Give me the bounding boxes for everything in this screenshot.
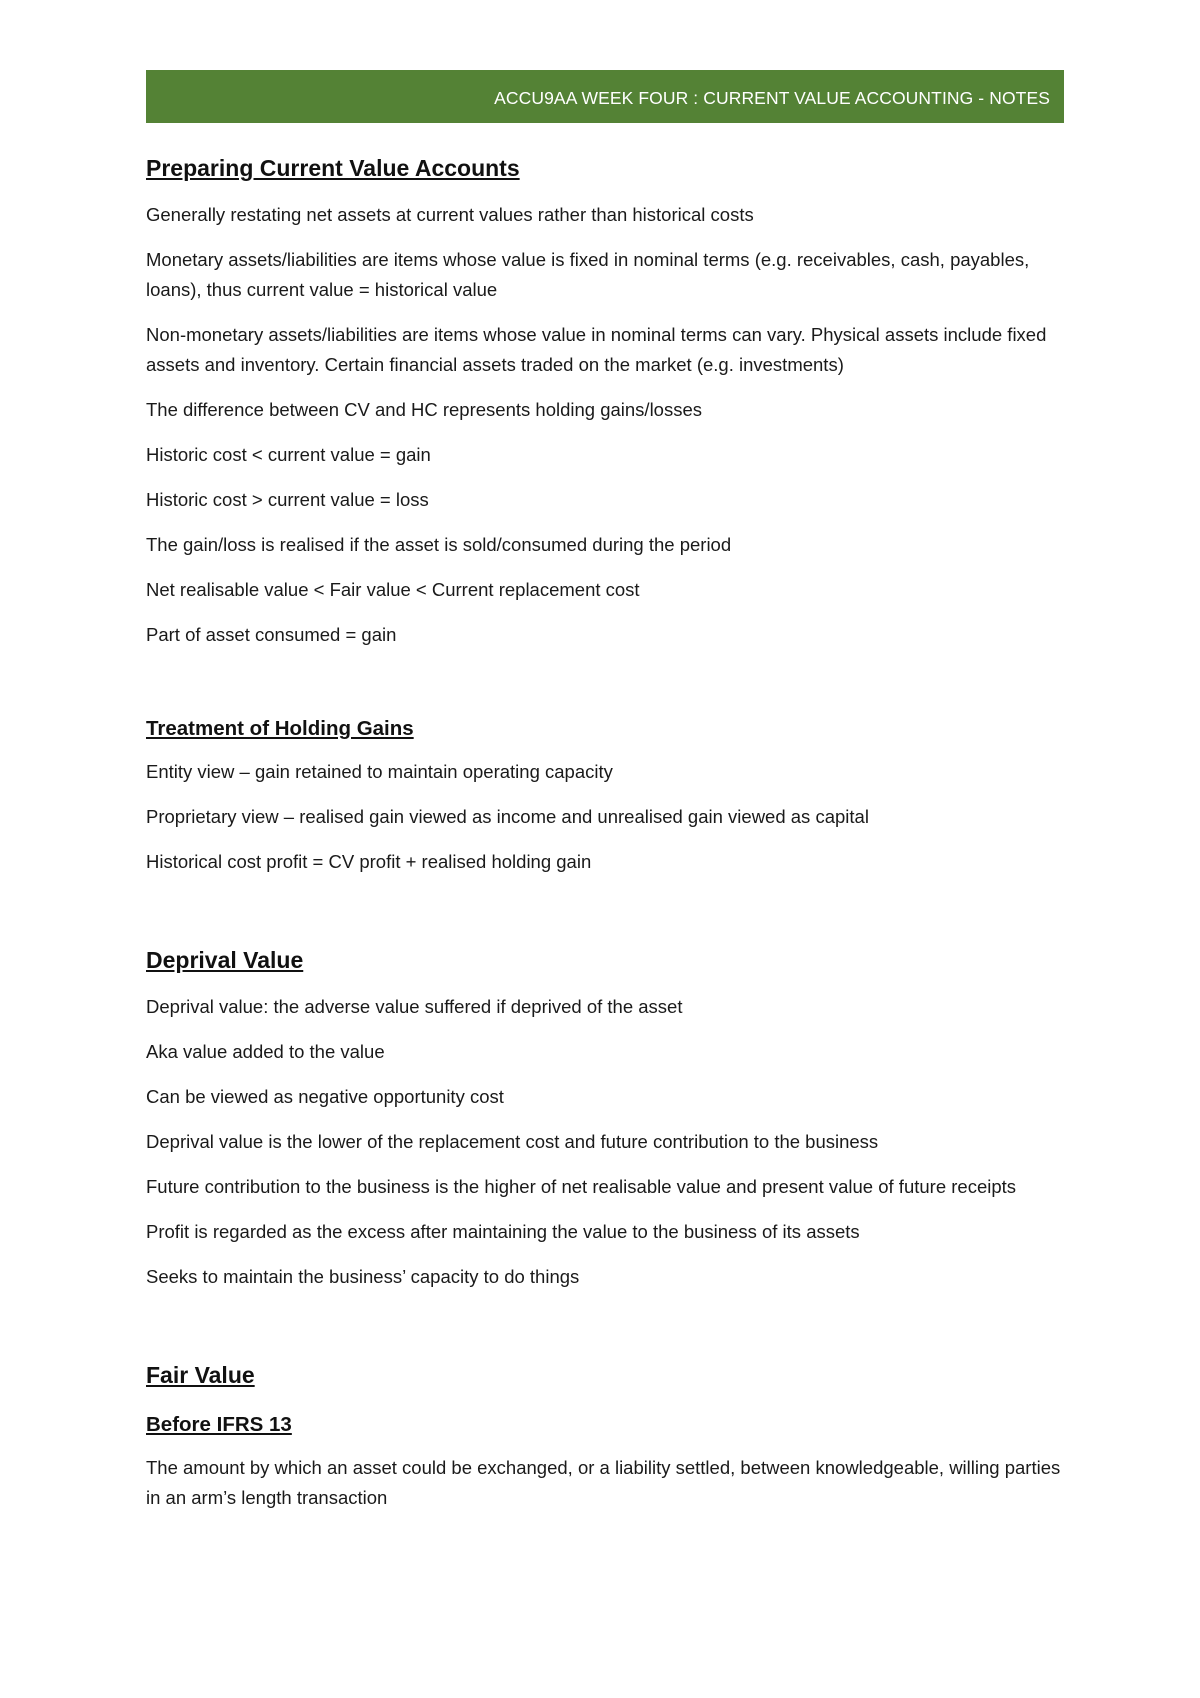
paragraph: Generally restating net assets at current values rather than historical costs xyxy=(146,204,754,225)
paragraph: The difference between CV and HC represents holding gains/losses xyxy=(146,399,703,420)
paragraph: Can be viewed as negative opportunity cost xyxy=(146,1086,504,1107)
paragraph: Deprival value: the adverse value suffered if deprived of the asset xyxy=(146,996,683,1017)
paragraph: Non-monetary assets/liabilities are items whose value in nominal terms can vary. Physical assets include fixed assets and inventory. Certain financial assets traded on the market (e.g. investments) xyxy=(146,324,1047,375)
paragraph: Future contribution to the business is the higher of net realisable value and present value of future receipts xyxy=(146,1176,1017,1197)
paragraph: Proprietary view – realised gain viewed as income and unrealised gain viewed as capital xyxy=(146,806,869,827)
header-bar xyxy=(146,70,1064,123)
paragraph: The amount by which an asset could be exchanged, or a liability settled, between knowledgeable, willing parties in an arm’s length transaction xyxy=(146,1457,1061,1508)
header-title: ACCU9AA WEEK FOUR : CURRENT VALUE ACCOUNTING - NOTES xyxy=(494,88,1050,108)
paragraph: The gain/loss is realised if the asset is sold/consumed during the period xyxy=(146,534,732,555)
paragraph: Seeks to maintain the business’ capacity to do things xyxy=(146,1266,580,1287)
heading-deprival-value: Deprival Value xyxy=(146,947,304,973)
paragraph: Profit is regarded as the excess after maintaining the value to the business of its assets xyxy=(146,1221,860,1242)
paragraph: Historic cost < current value = gain xyxy=(146,444,431,465)
paragraph: Part of asset consumed = gain xyxy=(146,624,397,645)
paragraph: Net realisable value < Fair value < Current replacement cost xyxy=(146,579,640,600)
heading-holding-gains: Treatment of Holding Gains xyxy=(146,717,414,740)
paragraph: Aka value added to the value xyxy=(146,1041,385,1062)
paragraph: Historical cost profit = CV profit + realised holding gain xyxy=(146,851,592,872)
paragraph: Monetary assets/liabilities are items whose value is fixed in nominal terms (e.g. receivables, cash, payables, loans), thus current value = historical value xyxy=(146,249,1030,300)
paragraph: Entity view – gain retained to maintain operating capacity xyxy=(146,761,613,782)
paragraph: Deprival value is the lower of the replacement cost and future contribution to the business xyxy=(146,1131,879,1152)
document-body xyxy=(146,150,1064,1528)
subheading-before-ifrs13: Before IFRS 13 xyxy=(146,1413,292,1436)
paragraph: Historic cost > current value = loss xyxy=(146,489,429,510)
heading-fair-value: Fair Value xyxy=(146,1362,255,1388)
heading-preparing: Preparing Current Value Accounts xyxy=(146,155,520,181)
